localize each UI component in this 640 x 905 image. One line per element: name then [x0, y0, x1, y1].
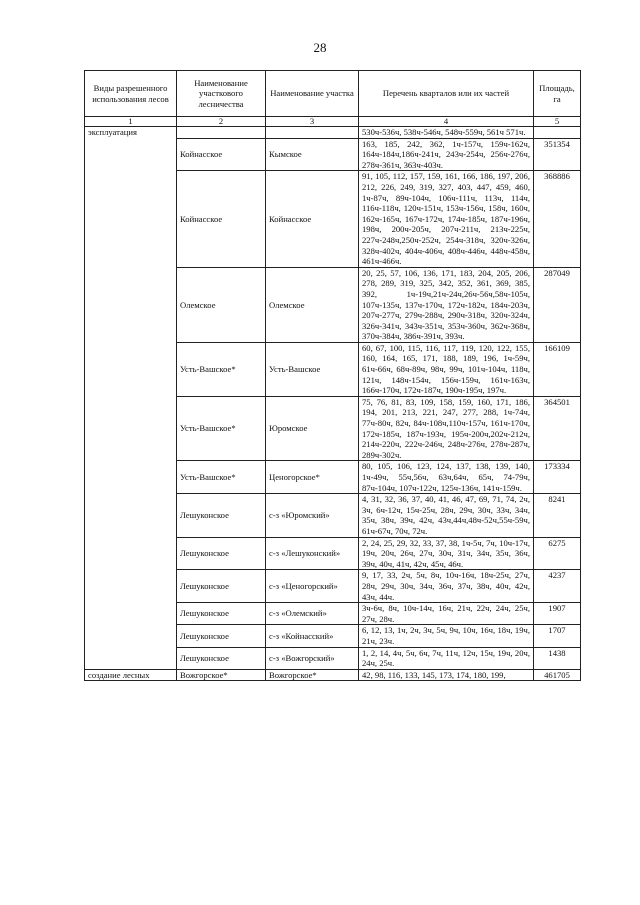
site-cell: Олемское [266, 267, 359, 342]
header-area: Площадь, га [534, 71, 581, 117]
table-header-row [85, 71, 581, 117]
forestry-cell: Олемское [177, 267, 266, 342]
quarters-cell: 42, 98, 116, 133, 145, 173, 174, 180, 199, [359, 669, 534, 681]
forestry-cell: Койнасское [177, 171, 266, 267]
forestry-cell: Койнасское [177, 138, 266, 171]
site-cell: с-з «Ценогорский» [266, 570, 359, 603]
use-type-cell: эксплуатация [85, 127, 177, 670]
header-forestry: Наименование участкового лесничества [177, 71, 266, 117]
site-cell: с-з «Койнасский» [266, 625, 359, 647]
area-cell: 1907 [534, 603, 581, 625]
forestry-cell: Лешуконское [177, 570, 266, 603]
area-cell: 364501 [534, 396, 581, 461]
forestry-cell: Усть-Вашское* [177, 461, 266, 494]
forestry-cell: Усть-Вашское* [177, 396, 266, 461]
quarters-cell: 530ч-536ч, 538ч-546ч, 548ч-559ч, 561ч 571ч. [359, 127, 534, 139]
column-number: 1 [85, 117, 177, 127]
quarters-cell: 20, 25, 57, 106, 136, 171, 183, 204, 205, 206, 278, 289, 319, 325, 342, 352, 361, 369, 385, 392, 1ч-19ч,21ч-24ч,26ч-56ч,58ч-105ч, 107ч-135ч, 137ч-170ч, 172ч-182ч, 184ч-203ч, 207ч-277ч, 279ч-288ч, 290ч-318ч, 320ч-324ч, 326ч-341ч, 343ч-351ч, 353ч-360ч, 362ч-368ч, 370ч-384ч, 386ч-391ч, 393ч. [359, 267, 534, 342]
forest-use-table [84, 70, 581, 681]
quarters-cell: 6, 12, 13, 1ч, 2ч, 3ч, 5ч, 9ч, 10ч, 16ч, 18ч, 19ч, 21ч, 23ч. [359, 625, 534, 647]
area-cell: 1707 [534, 625, 581, 647]
area-cell: 1438 [534, 647, 581, 669]
quarters-cell: 163, 185, 242, 362, 1ч-157ч, 159ч-162ч, 164ч-184ч,186ч-241ч, 243ч-254ч, 256ч-276ч, 278ч-361ч, 363ч-403ч. [359, 138, 534, 171]
site-cell: Юромское [266, 396, 359, 461]
quarters-cell: 2, 24, 25, 29, 32, 33, 37, 38, 1ч-5ч, 7ч, 10ч-17ч, 19ч, 20ч, 26ч, 27ч, 30ч, 31ч, 34ч, 35ч, 36ч, 39ч, 40ч, 41ч, 42ч, 45ч, 46ч. [359, 537, 534, 570]
column-number: 5 [534, 117, 581, 127]
area-cell: 368886 [534, 171, 581, 267]
area-cell: 173334 [534, 461, 581, 494]
forestry-cell [177, 127, 266, 139]
forestry-cell: Лешуконское [177, 625, 266, 647]
quarters-cell: 80, 105, 106, 123, 124, 137, 138, 139, 140, 1ч-49ч, 55ч,56ч, 63ч,64ч, 65ч, 74-79ч, 87ч-104ч, 107ч-122ч, 125ч-136ч, 141ч-159ч. [359, 461, 534, 494]
site-cell: с-з «Лешуконский» [266, 537, 359, 570]
site-cell: Ценогорское* [266, 461, 359, 494]
area-cell: 461705 [534, 669, 581, 681]
area-cell: 4237 [534, 570, 581, 603]
header-use-type: Виды разрешенного использования лесов [85, 71, 177, 117]
use-type-cell: создание лесных [85, 669, 177, 681]
quarters-cell: 3ч-6ч, 8ч, 10ч-14ч, 16ч, 21ч, 22ч, 24ч, 25ч, 27ч, 28ч. [359, 603, 534, 625]
quarters-cell: 4, 31, 32, 36, 37, 40, 41, 46, 47, 69, 71, 74, 2ч, 3ч, 6ч-12ч, 15ч-25ч, 28ч, 29ч, 30ч, 33ч, 34ч, 35ч, 38ч, 39ч, 42ч, 43ч,44ч,48ч-52ч,55ч-59ч, 61ч-67ч, 70ч, 72ч. [359, 494, 534, 537]
column-number: 2 [177, 117, 266, 127]
site-cell: с-з «Юромский» [266, 494, 359, 537]
area-cell: 351354 [534, 138, 581, 171]
site-cell: Усть-Вашское [266, 342, 359, 396]
quarters-cell: 1, 2, 14, 4ч, 5ч, 6ч, 7ч, 11ч, 12ч, 15ч, 19ч, 20ч, 24ч, 25ч. [359, 647, 534, 669]
table-row [85, 669, 581, 681]
column-number: 4 [359, 117, 534, 127]
header-site: Наименование участка [266, 71, 359, 117]
column-number-row [85, 117, 581, 127]
header-quarters: Перечень кварталов или их частей [359, 71, 534, 117]
forestry-cell: Лешуконское [177, 537, 266, 570]
area-cell: 8241 [534, 494, 581, 537]
site-cell: Койнасское [266, 171, 359, 267]
column-number: 3 [266, 117, 359, 127]
site-cell: с-з «Олемский» [266, 603, 359, 625]
site-cell [266, 127, 359, 139]
quarters-cell: 91, 105, 112, 157, 159, 161, 166, 186, 197, 206, 212, 226, 249, 319, 327, 403, 447, 459, 460, 1ч-87ч, 89ч-104ч, 106ч-111ч, 113ч, 114ч, 116ч-118ч, 120ч-151ч, 153ч-156ч, 158ч, 160ч, 162ч-165ч, 167ч-172ч, 174ч-185ч, 187ч-196ч, 198ч, 200ч-205ч, 207ч-211ч, 213ч-225ч, 227ч-248ч,250ч-252ч, 254ч-318ч, 320ч-326ч, 328ч-402ч, 404ч-406ч, 408ч-446ч, 448ч-458ч, 461ч-466ч. [359, 171, 534, 267]
quarters-cell: 75, 76, 81, 83, 109, 158, 159, 160, 171, 186, 194, 201, 213, 221, 247, 277, 288, 1ч-74ч, 77ч-80ч, 82ч, 84ч-108ч,110ч-157ч, 161ч-170ч, 172ч-185ч, 187ч-193ч, 195ч-200ч,202ч-212ч, 214ч-220ч, 222ч-246ч, 248ч-276ч, 278ч-287ч, 289ч-302ч. [359, 396, 534, 461]
forestry-cell: Усть-Вашское* [177, 342, 266, 396]
forestry-cell: Вожгорское* [177, 669, 266, 681]
forestry-cell: Лешуконское [177, 603, 266, 625]
forestry-cell: Лешуконское [177, 494, 266, 537]
quarters-cell: 60, 67, 100, 115, 116, 117, 119, 120, 122, 155, 160, 164, 165, 171, 188, 189, 196, 1ч-59ч, 61ч-66ч, 68ч-89ч, 98ч, 99ч, 101ч-104ч, 118ч, 121ч, 148ч-154ч, 156ч-159ч, 161ч-163ч, 166ч-170ч, 172ч-187ч, 190ч-195ч, 197ч. [359, 342, 534, 396]
area-cell [534, 127, 581, 139]
quarters-cell: 9, 17, 33, 2ч, 5ч, 8ч, 10ч-16ч, 18ч-25ч, 27ч, 28ч, 29ч, 30ч, 34ч, 36ч, 37ч, 38ч, 40ч, 42ч, 43ч, 44ч. [359, 570, 534, 603]
site-cell: Кымское [266, 138, 359, 171]
site-cell: Вожгорское* [266, 669, 359, 681]
area-cell: 287049 [534, 267, 581, 342]
forestry-cell: Лешуконское [177, 647, 266, 669]
area-cell: 166109 [534, 342, 581, 396]
site-cell: с-з «Вожгорский» [266, 647, 359, 669]
page-number: 28 [313, 40, 327, 55]
area-cell: 6275 [534, 537, 581, 570]
table-row [85, 127, 581, 139]
